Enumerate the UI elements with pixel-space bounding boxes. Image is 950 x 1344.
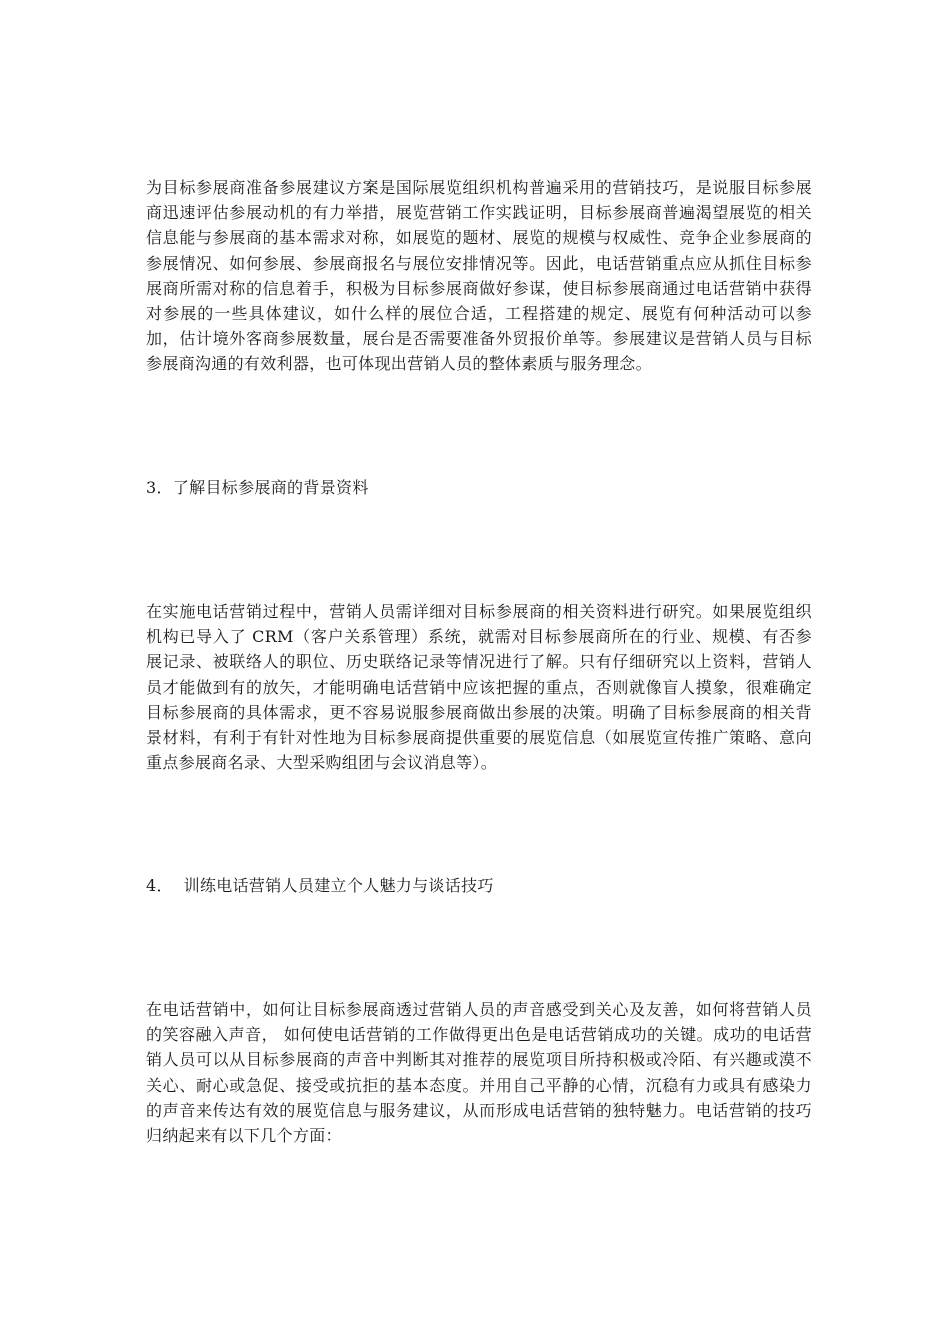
body-paragraph: 为目标参展商准备参展建议方案是国际展览组织机构普遍采用的营销技巧，是说服目标参展商迅速评估参展动机的有力举措，展览营销工作实践证明，目标参展商普遍渴望展览的相关信息能与参展商的基本需求对称，如展览的题材、展览的规模与权威性、竞争企业参展商的参展情况、如何参展、参展商报名与展位安排情况等。因此，电话营销重点应从抓住目标参展商所需对称的信息着手，积极为目标参展商做好参谋，使目标参展商通过电话营销中获得对参展的一些具体建议，如什么样的展位合适，工程搭建的规定、展览有何种活动可以参加，估计境外客商参展数量，展台是否需要准备外贸报价单等。参展建议是营销人员与目标参展商沟通的有效利器，也可体现出营销人员的整体素质与服务理念。 (146, 178, 812, 374)
body-paragraph: 在电话营销中，如何让目标参展商透过营销人员的声音感受到关心及友善，如何将营销人员的笑容融入声音， 如何使电话营销的工作做得更出色是电话营销成功的关键。成功的电话营销人员可以从目标参展商的声音中判断其对推荐的展览项目所持积极或冷陌、有兴趣或漠不关心、耐心或急促、接受或抗拒的基本态度。并用自己平静的心情，沉稳有力或具有感染力的声音来传达有效的展览信息与服务建议，从而形成电话营销的独特魅力。电话营销的技巧归纳起来有以下几个方面： (146, 1000, 812, 1146)
section-heading: 3．了解目标参展商的背景资料 (146, 478, 369, 497)
section-heading: 4． 训练电话营销人员建立个人魅力与谈话技巧 (146, 876, 494, 895)
body-paragraph: 在实施电话营销过程中，营销人员需详细对目标参展商的相关资料进行研究。如果展览组织机构已导入了 CRM（客户关系管理）系统，就需对目标参展商所在的行业、规模、有否参展记录、被联络人的职位、历史联络记录等情况进行了解。只有仔细研究以上资料，营销人员才能做到有的放矢，才能明确电话营销中应该把握的重点，否则就像盲人摸象，很难确定目标参展商的具体需求，更不容易说服参展商做出参展的决策。明确了目标参展商的相关背景材料，有利于有针对性地为目标参展商提供重要的展览信息（如展览宣传推广策略、意向重点参展商名录、大型采购组团与会议消息等）。 (146, 602, 812, 773)
